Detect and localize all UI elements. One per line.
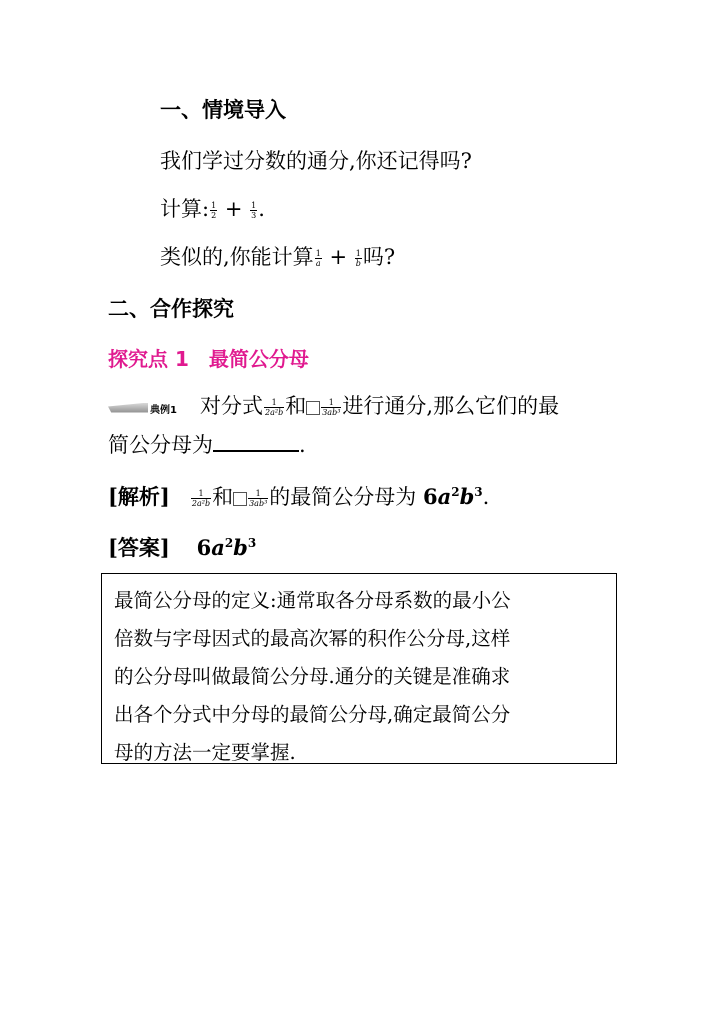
and-text: 和	[212, 485, 234, 509]
calc-prefix: 计算:	[160, 197, 210, 221]
placeholder-box-icon	[306, 401, 320, 415]
numerator: 1	[251, 201, 257, 210]
fraction	[315, 249, 322, 268]
numerator: 1	[315, 249, 321, 258]
period: .	[258, 197, 265, 221]
coefficient: 6	[196, 535, 212, 560]
denominator: a	[315, 259, 321, 268]
plus-sign: +	[224, 197, 243, 221]
exponent: 3	[247, 536, 257, 550]
fraction	[210, 201, 217, 220]
denominator: 3	[251, 211, 257, 220]
analysis-label: [解析]	[108, 484, 170, 509]
example-text-before: 对分式	[200, 394, 264, 418]
analysis-line	[108, 481, 489, 511]
note-line: 倍数与字母因式的最高次幂的积作公分母,这样	[114, 627, 511, 650]
analysis-text: 的最简公分母为	[269, 485, 417, 509]
variable-b: b	[233, 535, 248, 560]
fraction	[355, 249, 362, 268]
variable-a: a	[437, 484, 452, 509]
example-line2-text: 简公分母为	[108, 433, 213, 457]
numerator: 1	[248, 489, 268, 499]
note-line: 的公分母叫做最简公分母.通分的关键是准确求	[114, 665, 511, 688]
variable-a: a	[211, 535, 225, 560]
numerator: 1	[211, 201, 217, 210]
coefficient: 6	[422, 484, 438, 509]
example-text-after: 进行通分,那么它们的最	[342, 394, 560, 418]
period: .	[299, 433, 306, 457]
denominator: 3ab³	[249, 499, 268, 508]
denominator: 2a²b	[265, 408, 284, 417]
analysis-result	[423, 484, 483, 509]
denominator: 3ab³	[322, 408, 341, 417]
exponent: 2	[451, 485, 460, 499]
denominator: 2a²b	[191, 499, 211, 508]
and-text: 和	[285, 394, 307, 418]
example-badge-bar	[108, 403, 148, 413]
similar-prefix: 类似的,你能计算	[160, 245, 314, 269]
section1-heading: 一、情境导入	[160, 98, 286, 122]
fraction	[191, 489, 211, 508]
example-badge-label: 典例1	[150, 404, 177, 416]
note-line: 出各个分式中分母的最简公分母,确定最简公分	[114, 703, 511, 726]
example-line1	[108, 390, 559, 420]
calc-line	[160, 193, 265, 223]
fraction	[250, 201, 257, 220]
plus-sign: +	[329, 245, 348, 269]
section2-heading: 二、合作探究	[108, 297, 234, 321]
example-line2	[108, 429, 306, 459]
answer-label: [答案]	[108, 535, 170, 560]
answer-value	[197, 535, 257, 560]
placeholder-box-icon	[233, 492, 247, 506]
example-badge	[108, 401, 180, 415]
exploration-point-heading: 探究点 1 最简公分母	[108, 347, 309, 371]
period: .	[482, 485, 490, 509]
fraction	[248, 489, 268, 508]
numerator: 1	[264, 398, 284, 408]
exponent: 2	[224, 536, 234, 550]
answer-line	[108, 532, 256, 562]
note-line: 最简公分母的定义:通常取各分母系数的最小公	[114, 589, 511, 612]
similar-line	[160, 241, 395, 271]
fraction	[321, 398, 341, 417]
definition-note-box	[101, 573, 617, 764]
answer-blank	[213, 432, 299, 452]
numerator: 1	[355, 249, 361, 258]
numerator: 1	[321, 398, 341, 408]
denominator: 2	[211, 211, 217, 220]
variable-b: b	[459, 484, 475, 509]
similar-end: 吗?	[362, 245, 396, 269]
exponent: 3	[474, 485, 483, 499]
fraction	[264, 398, 284, 417]
denominator: b	[355, 259, 361, 268]
note-line: 母的方法一定要掌握.	[114, 741, 296, 764]
numerator: 1	[191, 489, 211, 499]
intro-text: 我们学过分数的通分,你还记得吗?	[160, 149, 472, 173]
